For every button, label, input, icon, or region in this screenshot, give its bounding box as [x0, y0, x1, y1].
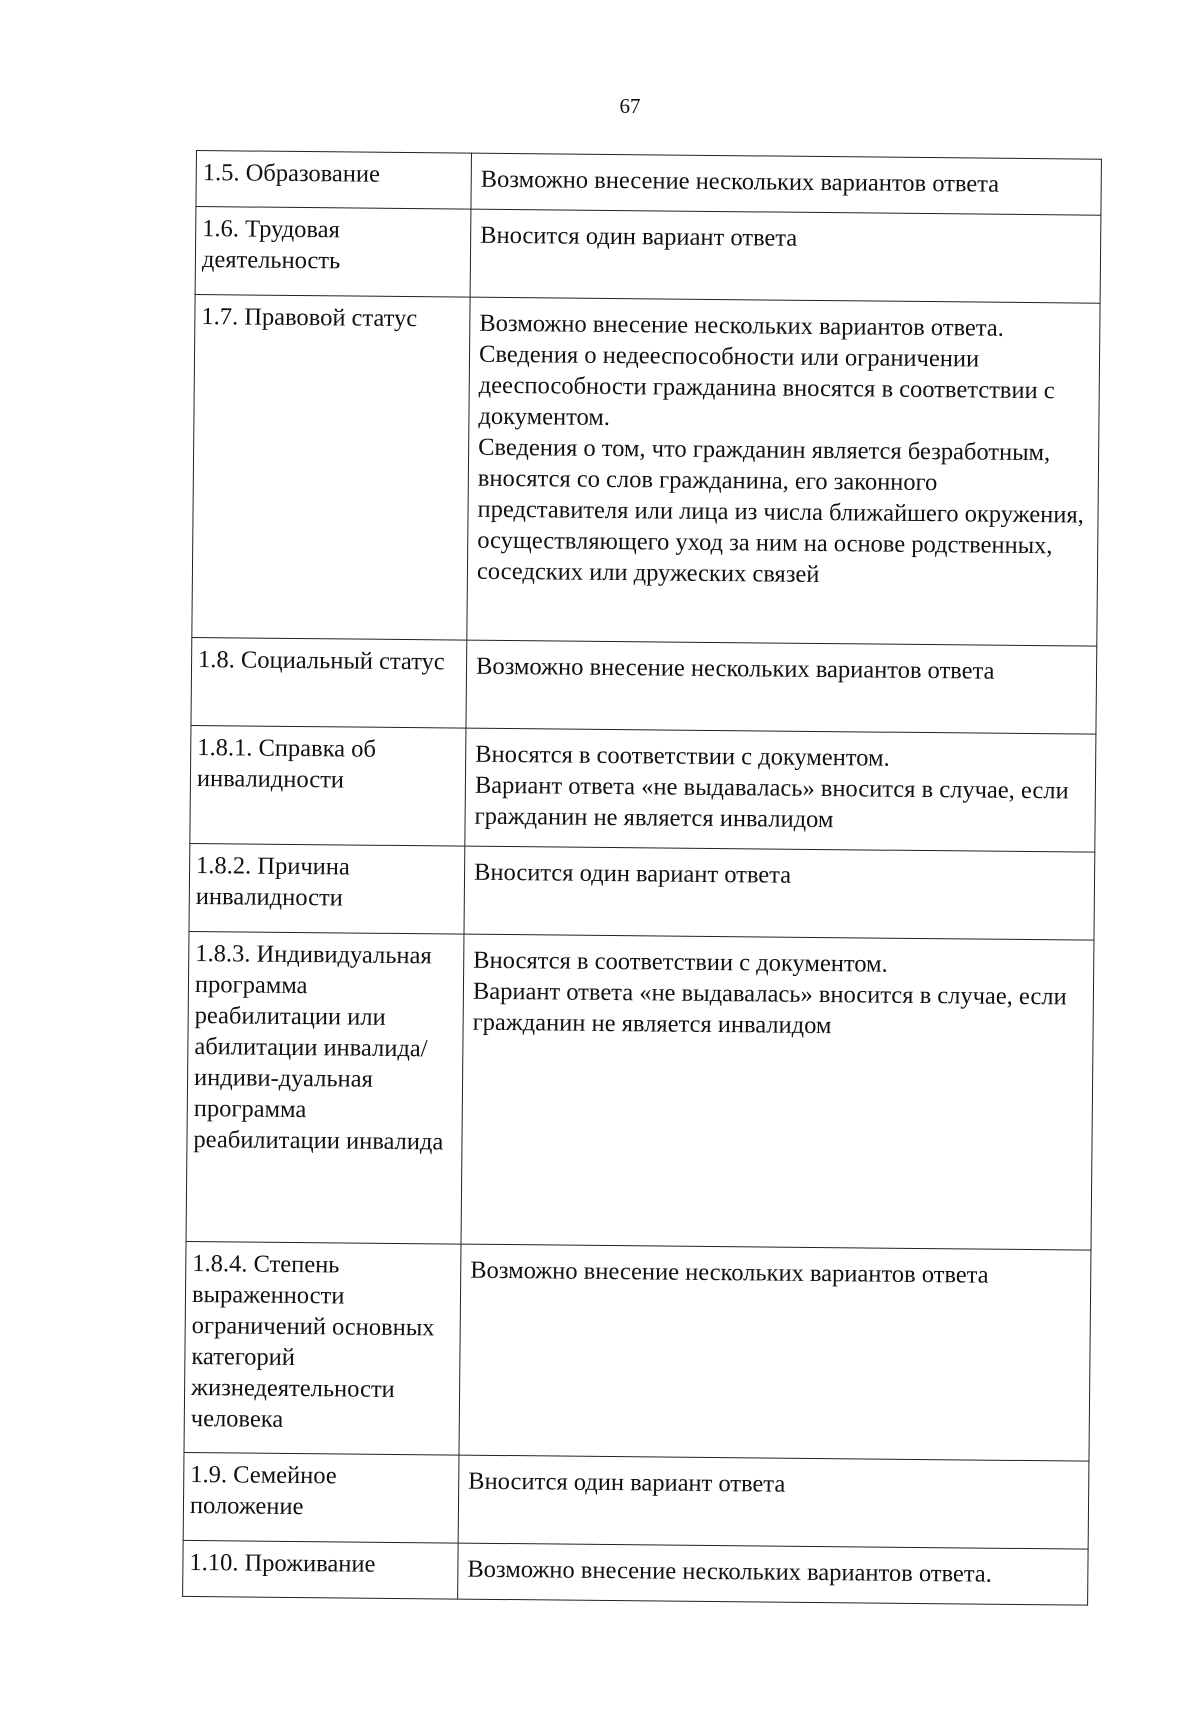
instruction-text: Возможно внесение нескольких вариантов ответа. [467, 1555, 992, 1588]
instruction-text: Вариант ответа «не выдавалась» вносится в случае, если гражданин не является инвалидом [474, 771, 1069, 834]
field-label: 1.9. Семейное положение [183, 1452, 459, 1543]
instruction-text: Вариант ответа «не выдавалась» вносится в случае, если гражданин не является инвалидом [472, 977, 1067, 1040]
table-row [186, 931, 1094, 1250]
field-label: 1.8. Социальный статус [191, 637, 467, 728]
instruction-text: Возможно внесение нескольких вариантов ответа [480, 165, 1000, 198]
field-label: 1.8.2. Причина инвалидности [189, 843, 465, 934]
field-instruction [465, 728, 1096, 852]
table-row [195, 207, 1101, 304]
instruction-text: Возможно внесение нескольких вариантов ответа [475, 652, 995, 685]
page-number: 67 [619, 94, 641, 118]
instruction-text: Возможно внесение нескольких вариантов ответа [470, 1256, 989, 1289]
field-instruction [458, 1543, 1089, 1605]
table-row [192, 294, 1100, 646]
field-label: 1.5. Образование [196, 151, 472, 210]
instruction-text: Вносятся в соответствии с документом. [475, 740, 890, 772]
instruction-text: Вносятся в соответствии с документом. [473, 946, 888, 978]
field-instruction [467, 297, 1100, 646]
field-label: 1.6. Трудовая деятельность [195, 207, 471, 298]
table-row [184, 1241, 1091, 1461]
table-row [189, 843, 1095, 940]
field-instruction [459, 1244, 1091, 1461]
instruction-text: Вносится один вариант ответа [468, 1467, 786, 1498]
field-instruction [461, 934, 1094, 1250]
table-row [191, 637, 1097, 734]
requirements-table [182, 150, 1102, 1606]
field-instruction [464, 846, 1095, 940]
instruction-text: Возможно внесение нескольких вариантов ответа. [479, 309, 1004, 342]
instruction-text: Вносится один вариант ответа [473, 858, 792, 889]
field-label: 1.7. Правовой статус [192, 294, 470, 640]
table-row [183, 1452, 1089, 1549]
instruction-text: Вносится один вариант ответа [480, 221, 798, 252]
field-instruction [470, 209, 1101, 303]
field-instruction [458, 1455, 1089, 1549]
instruction-text: Сведения о недееспособности или ограничении дееспособности гражданина вносятся в соответствии с документом. [478, 340, 1055, 431]
field-instruction [471, 153, 1102, 215]
field-label: 1.10. Проживание [183, 1540, 459, 1599]
field-label: 1.8.3. Индивидуальная программа реабилитации или абилитации инвалида/индиви-дуальная программа реабилитации инвалида [186, 931, 464, 1244]
table-row [190, 725, 1096, 852]
instruction-text: Сведения о том, что гражданин является безработным, вносятся со слов гражданина, его законного представителя или лица из числа ближайшего окружения, осуществляющего уход за ним на основе родственных, соседских или дружеских связей [476, 433, 1084, 589]
table-row [183, 1540, 1088, 1605]
field-label: 1.8.1. Справка об инвалидности [190, 725, 466, 846]
field-instruction [466, 640, 1097, 734]
field-label: 1.8.4. Степень выраженности ограничений основных категорий жизнедеятельности человека [184, 1241, 461, 1455]
table-row [196, 151, 1101, 216]
